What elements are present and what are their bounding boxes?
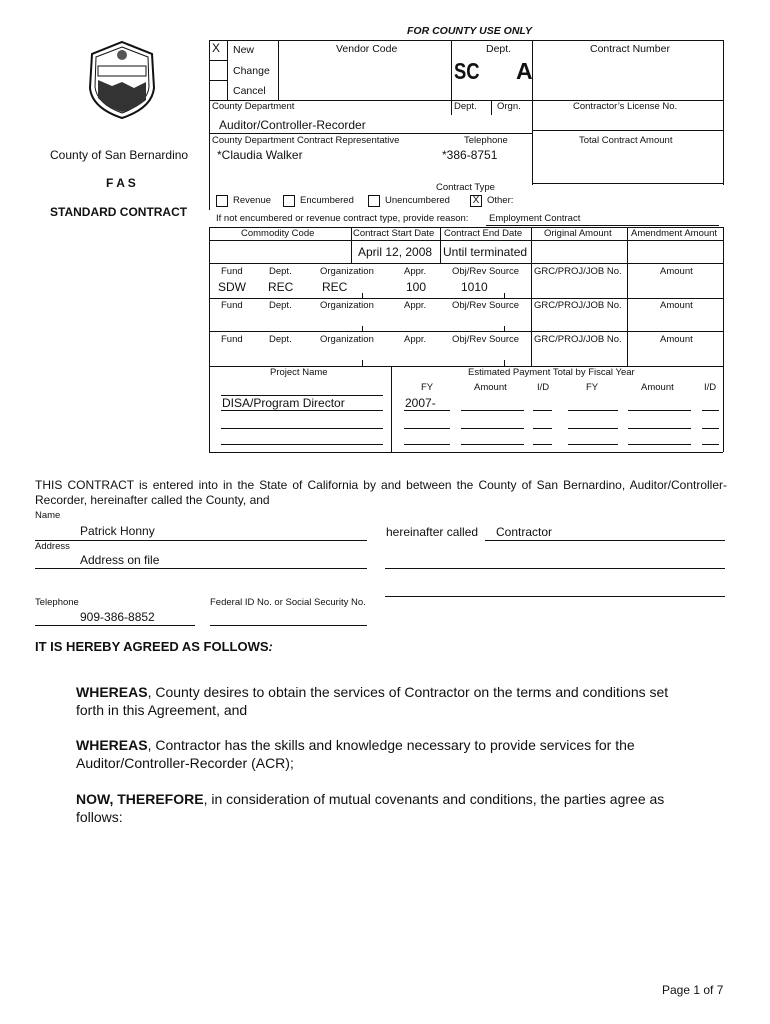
dept2-label: Dept. — [454, 101, 477, 112]
cancel-label: Cancel — [233, 85, 266, 97]
org-label-3: Organization — [320, 334, 374, 345]
end-label: Contract End Date — [444, 228, 523, 239]
federal-id-label: Federal ID No. or Social Security No. — [210, 597, 366, 608]
obj-label-1: Obj/Rev Source — [452, 266, 520, 277]
county-use-heading: FOR COUNTY USE ONLY — [407, 25, 533, 37]
obj-label-2: Obj/Rev Source — [452, 300, 520, 311]
est-amount-label-1: Amount — [474, 382, 507, 393]
amount-label-2: Amount — [660, 300, 693, 311]
now-therefore — [76, 790, 686, 826]
fy-label-1: FY — [421, 382, 434, 393]
telephone-value-body: 909-386-8852 — [80, 610, 155, 624]
grc-label-3: GRC/PROJ/JOB No. — [534, 334, 622, 345]
intro-paragraph: THIS CONTRACT is entered into in the State of California by and between the County of San Bernardino, Auditor/Controller-Recorder, hereinafter called the County, and — [35, 478, 727, 507]
project-label: Project Name — [270, 367, 328, 378]
fund-label-3: Fund — [221, 334, 243, 345]
fund-label-2: Fund — [221, 300, 243, 311]
id-label-2: I/D — [704, 382, 717, 393]
standard-contract-label: STANDARD CONTRACT — [50, 205, 188, 219]
est-amount-label-2: Amount — [641, 382, 674, 393]
revenue-checkbox[interactable] — [216, 195, 228, 207]
appr-label-2: Appr. — [404, 300, 427, 311]
estimated-label: Estimated Payment Total by Fiscal Year — [468, 367, 635, 378]
start-value: April 12, 2008 — [358, 245, 433, 259]
telephone-label: Telephone — [464, 135, 508, 146]
fdept-label-2: Dept. — [269, 300, 292, 311]
project-value: DISA/Program Director — [222, 396, 345, 410]
agreed-colon: : — [268, 639, 273, 654]
grc-label-1: GRC/PROJ/JOB No. — [534, 266, 622, 277]
fund-label-1: Fund — [221, 266, 243, 277]
new-mark[interactable]: X — [212, 41, 221, 55]
appr-label-3: Appr. — [404, 334, 427, 345]
rep-value: *Claudia Walker — [217, 148, 303, 162]
other-label: Other: — [487, 195, 514, 206]
amendment-label: Amendment Amount — [631, 228, 718, 239]
total-amount-label: Total Contract Amount — [579, 135, 673, 146]
org-value: REC — [322, 280, 348, 294]
change-label: Change — [233, 65, 270, 77]
address-label: Address — [35, 541, 70, 552]
start-label: Contract Start Date — [353, 228, 435, 239]
reason-value: Employment Contract — [489, 213, 581, 224]
a-value: A — [516, 58, 533, 84]
grc-label-2: GRC/PROJ/JOB No. — [534, 300, 622, 311]
new-label: New — [233, 44, 255, 56]
whereas-2 — [76, 736, 686, 772]
fdept-value: REC — [268, 280, 294, 294]
amount-label-1: Amount — [660, 266, 693, 277]
now-therefore-text: , in consideration of mutual covenants and conditions, the parties agree as follows: — [76, 791, 665, 825]
fdept-label-1: Dept. — [269, 266, 292, 277]
other-checkbox[interactable]: X — [470, 195, 482, 207]
telephone-value: *386-8751 — [442, 148, 498, 162]
obj-label-3: Obj/Rev Source — [452, 334, 520, 345]
whereas-1-lead: WHEREAS — [76, 684, 148, 700]
fdept-label-3: Dept. — [269, 334, 292, 345]
telephone-label-body: Telephone — [35, 597, 79, 608]
hereinafter-label: hereinafter called — [386, 525, 479, 539]
appr-value: 100 — [406, 280, 427, 294]
page-number: Page 1 of 7 — [662, 983, 724, 997]
whereas-2-lead: WHEREAS — [76, 737, 148, 753]
county-dept-label: County Department — [212, 101, 295, 112]
contract-number-label: Contract Number — [590, 43, 670, 55]
name-label: Name — [35, 510, 61, 521]
sc-value: SC — [454, 58, 480, 84]
reason-label: If not encumbered or revenue contract type, provide reason: — [216, 213, 469, 224]
whereas-1-text: , County desires to obtain the services of Contractor on the terms and conditions set forth in this Agreement, and — [76, 684, 669, 718]
encumbered-label: Encumbered — [300, 195, 354, 206]
whereas-1 — [76, 683, 686, 719]
address-value: Address on file — [80, 553, 160, 567]
encumbered-checkbox[interactable] — [283, 195, 295, 207]
county-seal-logo — [82, 40, 162, 120]
dept-label: Dept. — [486, 43, 512, 55]
license-label: Contractor’s License No. — [573, 101, 678, 112]
agreed-text: IT IS HEREBY AGREED AS FOLLOWS — [35, 639, 269, 654]
vendor-code-label: Vendor Code — [336, 43, 398, 55]
unencumbered-label: Unencumbered — [385, 195, 450, 206]
revenue-label: Revenue — [233, 195, 272, 206]
county-dept-value: Auditor/Controller-Recorder — [219, 118, 366, 132]
appr-label-1: Appr. — [404, 266, 427, 277]
fy-value: 2007- — [405, 396, 436, 410]
contract-type-label: Contract Type — [436, 182, 495, 193]
fy-label-2: FY — [586, 382, 599, 393]
county-name: County of San Bernardino — [50, 148, 189, 162]
amount-label-3: Amount — [660, 334, 693, 345]
id-label-1: I/D — [537, 382, 550, 393]
fas-label: F A S — [106, 176, 136, 190]
rep-label: County Department Contract Representative — [212, 135, 400, 146]
unencumbered-checkbox[interactable] — [368, 195, 380, 207]
org-label-1: Organization — [320, 266, 374, 277]
orgn-label: Orgn. — [497, 101, 521, 112]
obj-value: 1010 — [461, 280, 488, 294]
original-label: Original Amount — [544, 228, 612, 239]
whereas-2-text: , Contractor has the skills and knowledge necessary to provide services for the Auditor/Controller-Recorder (ACR); — [76, 737, 635, 771]
fund-value: SDW — [218, 280, 246, 294]
name-value: Patrick Honny — [80, 524, 155, 538]
end-value: Until terminated — [443, 245, 528, 259]
org-label-2: Organization — [320, 300, 374, 311]
agreed-heading — [35, 639, 273, 654]
hereinafter-value: Contractor — [496, 525, 553, 539]
now-therefore-lead: NOW, THEREFORE — [76, 791, 204, 807]
commodity-label: Commodity Code — [241, 228, 315, 239]
